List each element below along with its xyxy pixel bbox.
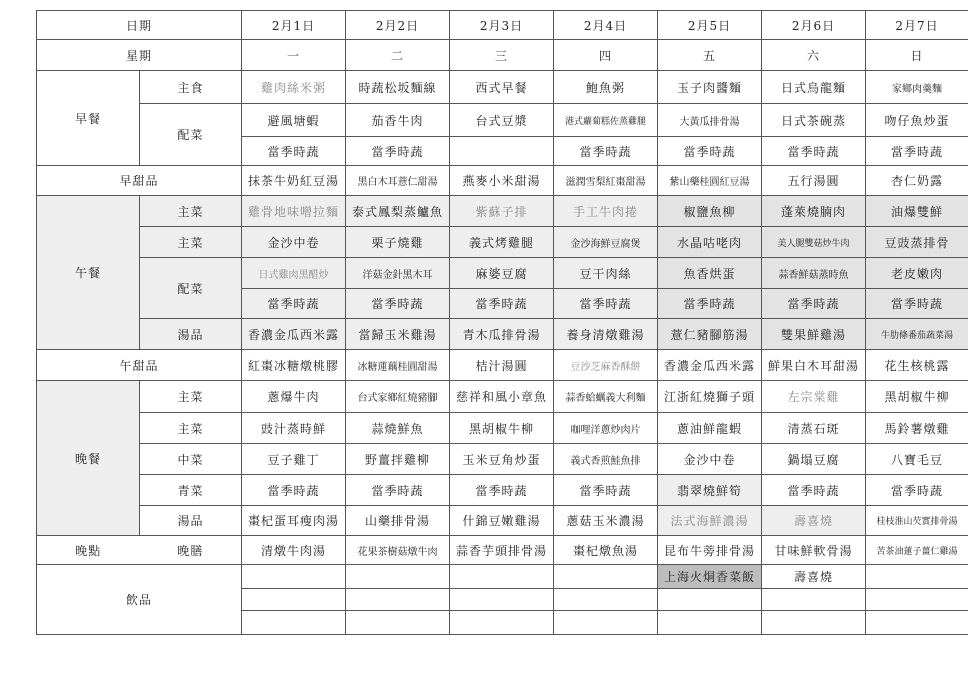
menu-cell: 燕麥小米甜湯 <box>450 166 554 196</box>
date-cell: 2月5日 <box>658 11 762 40</box>
date-row <box>37 11 968 40</box>
menu-cell: 清燉牛肉湯 <box>242 536 346 565</box>
date-cell: 2月3日 <box>450 11 554 40</box>
empty-cell <box>450 589 554 611</box>
lunch-label: 午餐 <box>37 196 140 350</box>
weekday-label: 星期 <box>37 40 242 71</box>
dinner-main-label: 主菜 <box>140 381 242 413</box>
lunch-side1-row <box>37 258 968 289</box>
menu-cell: 當季時蔬 <box>658 137 762 166</box>
breakfast-label: 早餐 <box>37 71 140 166</box>
weekday-cell: 四 <box>554 40 658 71</box>
menu-cell: 養身清燉雞湯 <box>554 319 658 350</box>
empty-cell <box>242 589 346 611</box>
menu-cell: 義式烤雞腿 <box>450 227 554 258</box>
menu-cell: 壽喜燒 <box>762 565 866 589</box>
menu-cell: 桔汁湯圓 <box>450 350 554 381</box>
menu-cell: 避風塘蝦 <box>242 104 346 137</box>
menu-cell: 美人腿雙菇炒牛肉 <box>762 227 866 258</box>
late-snack-label: 晚點 <box>37 536 140 565</box>
menu-cell: 金沙中卷 <box>658 444 762 475</box>
menu-cell: 西式早餐 <box>450 71 554 104</box>
menu-cell: 日式烏龍麵 <box>762 71 866 104</box>
menu-cell: 花生核桃露 <box>866 350 968 381</box>
weekday-cell: 一 <box>242 40 346 71</box>
late-snack-row <box>37 536 968 565</box>
menu-cell: 蒜燒鮮魚 <box>346 413 450 444</box>
menu-cell: 青木瓜排骨湯 <box>450 319 554 350</box>
drinks-label: 飲品 <box>37 565 242 635</box>
menu-cell: 當季時蔬 <box>762 475 866 506</box>
dinner-soup-row <box>37 506 968 536</box>
empty-cell <box>762 611 866 635</box>
menu-cell: 香濃金瓜西米露 <box>658 350 762 381</box>
menu-cell: 當季時蔬 <box>242 475 346 506</box>
menu-cell: 日式茶碗蒸 <box>762 104 866 137</box>
menu-cell: 洋菇金針黑木耳 <box>346 258 450 289</box>
lunch-main-label: 主菜 <box>140 227 242 258</box>
menu-cell: 當季時蔬 <box>554 475 658 506</box>
lunch-side-label: 配菜 <box>140 258 242 319</box>
breakfast-side-label: 配菜 <box>140 104 242 166</box>
menu-cell: 金沙海鮮豆腐煲 <box>554 227 658 258</box>
menu-cell: 當季時蔬 <box>346 289 450 319</box>
menu-cell: 台式豆漿 <box>450 104 554 137</box>
lunch-main1-row <box>37 196 968 227</box>
menu-cell: 玉子肉醬麵 <box>658 71 762 104</box>
menu-cell: 蔥油鮮龍蝦 <box>658 413 762 444</box>
menu-cell: 左宗棠雞 <box>762 381 866 413</box>
menu-cell: 黑胡椒牛柳 <box>450 413 554 444</box>
menu-cell: 當季時蔬 <box>346 137 450 166</box>
menu-cell: 豆干肉絲 <box>554 258 658 289</box>
menu-cell: 山藥排骨湯 <box>346 506 450 536</box>
menu-cell: 玉米豆角炒蛋 <box>450 444 554 475</box>
menu-cell <box>554 565 658 589</box>
empty-cell <box>554 589 658 611</box>
afternoon-dessert-row <box>37 350 968 381</box>
morning-dessert-row <box>37 166 968 196</box>
empty-cell <box>658 611 762 635</box>
menu-cell: 野薑拌雞柳 <box>346 444 450 475</box>
menu-cell: 大黃瓜排骨湯 <box>658 104 762 137</box>
menu-cell: 黑白木耳薏仁甜湯 <box>346 166 450 196</box>
date-cell: 2月4日 <box>554 11 658 40</box>
lunch-soup-label: 湯品 <box>140 319 242 350</box>
menu-cell: 當季時蔬 <box>346 475 450 506</box>
menu-cell: 魚香烘蛋 <box>658 258 762 289</box>
menu-cell: 鮮果白木耳甜湯 <box>762 350 866 381</box>
menu-cell: 雞肉絲米粥 <box>242 71 346 104</box>
menu-cell: 油爆雙鮮 <box>866 196 968 227</box>
empty-cell <box>450 611 554 635</box>
dinner-veg-row <box>37 475 968 506</box>
empty-cell <box>762 589 866 611</box>
menu-cell: 當季時蔬 <box>554 137 658 166</box>
menu-cell: 牛肋條番茄蔬菜湯 <box>866 319 968 350</box>
dinner-label: 晚餐 <box>37 381 140 536</box>
menu-cell: 泰式鳳梨蒸鱸魚 <box>346 196 450 227</box>
menu-cell: 蒜香芋頭排骨湯 <box>450 536 554 565</box>
menu-cell: 義式香煎鮭魚排 <box>554 444 658 475</box>
menu-cell: 當季時蔬 <box>866 289 968 319</box>
menu-cell: 當季時蔬 <box>866 475 968 506</box>
menu-cell: 台式家鄉紅燒豬腳 <box>346 381 450 413</box>
menu-cell: 棗杞燉魚湯 <box>554 536 658 565</box>
menu-cell: 水晶咕咾肉 <box>658 227 762 258</box>
weekday-cell: 日 <box>866 40 968 71</box>
menu-cell: 日式雞肉黑醋炒 <box>242 258 346 289</box>
date-cell: 2月1日 <box>242 11 346 40</box>
menu-cell: 滋潤雪梨紅棗甜湯 <box>554 166 658 196</box>
weekday-cell: 二 <box>346 40 450 71</box>
menu-cell: 壽喜燒 <box>762 506 866 536</box>
menu-cell: 抹茶牛奶紅豆湯 <box>242 166 346 196</box>
menu-cell: 慈祥和風小章魚 <box>450 381 554 413</box>
menu-cell: 當季時蔬 <box>762 289 866 319</box>
menu-cell: 栗子燒雞 <box>346 227 450 258</box>
empty-cell <box>242 611 346 635</box>
menu-cell: 港式蘿蔔糕佐蒸雞腿 <box>554 104 658 137</box>
menu-cell: 桂枝淮山芡實排骨湯 <box>866 506 968 536</box>
menu-cell: 豉汁蒸時鮮 <box>242 413 346 444</box>
dinner-main2-row <box>37 413 968 444</box>
menu-cell: 手工牛肉捲 <box>554 196 658 227</box>
lunch-main-label: 主菜 <box>140 196 242 227</box>
menu-cell: 老皮嫩肉 <box>866 258 968 289</box>
menu-cell <box>346 565 450 589</box>
lunch-soup-row <box>37 319 968 350</box>
empty-cell <box>866 611 968 635</box>
menu-cell: 法式海鮮濃湯 <box>658 506 762 536</box>
menu-cell: 昆布牛蒡排骨湯 <box>658 536 762 565</box>
lunch-main2-row <box>37 227 968 258</box>
menu-cell: 蔥爆牛肉 <box>242 381 346 413</box>
menu-cell: 金沙中卷 <box>242 227 346 258</box>
menu-cell <box>450 565 554 589</box>
menu-cell: 當歸玉米雞湯 <box>346 319 450 350</box>
menu-cell: 黑胡椒牛柳 <box>866 381 968 413</box>
menu-cell: 當季時蔬 <box>866 137 968 166</box>
menu-cell <box>450 137 554 166</box>
menu-cell: 蒜香鮮菇蒸時魚 <box>762 258 866 289</box>
empty-cell <box>866 589 968 611</box>
weekday-row <box>37 40 968 71</box>
menu-cell: 八寶毛豆 <box>866 444 968 475</box>
dinner-main1-row <box>37 381 968 413</box>
menu-cell: 豆子雞丁 <box>242 444 346 475</box>
dinner-soup-label: 湯品 <box>140 506 242 536</box>
menu-cell: 豆豉蒸排骨 <box>866 227 968 258</box>
menu-cell: 時蔬松坂麵線 <box>346 71 450 104</box>
menu-cell: 茄香牛肉 <box>346 104 450 137</box>
breakfast-main-row <box>37 71 968 104</box>
menu-cell: 當季時蔬 <box>762 137 866 166</box>
menu-cell: 甘味鮮軟骨湯 <box>762 536 866 565</box>
menu-cell: 雙果鮮雞湯 <box>762 319 866 350</box>
menu-cell <box>866 565 968 589</box>
menu-cell: 冰糖蓮藕桂圓甜湯 <box>346 350 450 381</box>
menu-cell: 上海火烔香菜飯 <box>658 565 762 589</box>
menu-cell: 清蒸石斑 <box>762 413 866 444</box>
menu-cell: 椒鹽魚柳 <box>658 196 762 227</box>
menu-cell: 家鄉肉羹麵 <box>866 71 968 104</box>
menu-cell: 薏仁豬腳筋湯 <box>658 319 762 350</box>
menu-cell: 當季時蔬 <box>554 289 658 319</box>
menu-cell: 蒜香蛤蠣義大利麵 <box>554 381 658 413</box>
date-cell: 2月2日 <box>346 11 450 40</box>
menu-cell: 鮑魚粥 <box>554 71 658 104</box>
menu-cell: 杏仁奶露 <box>866 166 968 196</box>
date-cell: 2月7日 <box>866 11 968 40</box>
menu-cell: 香濃金瓜西米露 <box>242 319 346 350</box>
menu-cell: 五行湯圓 <box>762 166 866 196</box>
menu-cell: 雞骨地味噌拉麵 <box>242 196 346 227</box>
empty-cell <box>346 589 450 611</box>
drinks-row-1 <box>37 565 968 589</box>
menu-cell: 翡翠燒鮮筍 <box>658 475 762 506</box>
menu-cell: 紅棗冰糖燉桃膠 <box>242 350 346 381</box>
late-snack-sub-label: 晚膳 <box>140 536 242 565</box>
menu-cell: 咖哩洋蔥炒肉片 <box>554 413 658 444</box>
empty-cell <box>554 611 658 635</box>
menu-cell: 什錦豆嫩雞湯 <box>450 506 554 536</box>
menu-cell: 當季時蔬 <box>658 289 762 319</box>
afternoon-dessert-label: 午甜品 <box>37 350 242 381</box>
date-label: 日期 <box>37 11 242 40</box>
breakfast-side1-row <box>37 104 968 137</box>
menu-cell: 豆沙芝麻香酥餅 <box>554 350 658 381</box>
menu-cell: 蓬萊燒腩肉 <box>762 196 866 227</box>
menu-cell <box>242 565 346 589</box>
menu-cell: 棗杞蛋耳瘦肉湯 <box>242 506 346 536</box>
empty-cell <box>658 589 762 611</box>
dinner-main-label: 主菜 <box>140 413 242 444</box>
menu-cell: 蔥菇玉米濃湯 <box>554 506 658 536</box>
menu-cell: 當季時蔬 <box>450 289 554 319</box>
dinner-mid-row <box>37 444 968 475</box>
menu-cell: 馬鈴薯燉雞 <box>866 413 968 444</box>
menu-cell: 紫山藥桂圓紅豆湯 <box>658 166 762 196</box>
menu-cell: 鍋塌豆腐 <box>762 444 866 475</box>
dinner-mid-label: 中菜 <box>140 444 242 475</box>
breakfast-main-label: 主食 <box>140 71 242 104</box>
menu-cell: 紫蘇子排 <box>450 196 554 227</box>
date-cell: 2月6日 <box>762 11 866 40</box>
weekday-cell: 三 <box>450 40 554 71</box>
weekly-menu-table <box>36 10 968 635</box>
weekday-cell: 五 <box>658 40 762 71</box>
menu-cell: 江浙紅燒獅子頭 <box>658 381 762 413</box>
menu-cell: 當季時蔬 <box>450 475 554 506</box>
morning-dessert-label: 早甜品 <box>37 166 242 196</box>
menu-cell: 苦茶油蓮子薑仁雞湯 <box>866 536 968 565</box>
weekday-cell: 六 <box>762 40 866 71</box>
menu-cell: 吻仔魚炒蛋 <box>866 104 968 137</box>
menu-cell: 麻婆豆腐 <box>450 258 554 289</box>
menu-cell: 花果茶樹菇燉牛肉 <box>346 536 450 565</box>
dinner-veg-label: 青菜 <box>140 475 242 506</box>
menu-cell: 當季時蔬 <box>242 137 346 166</box>
menu-cell: 當季時蔬 <box>242 289 346 319</box>
empty-cell <box>346 611 450 635</box>
